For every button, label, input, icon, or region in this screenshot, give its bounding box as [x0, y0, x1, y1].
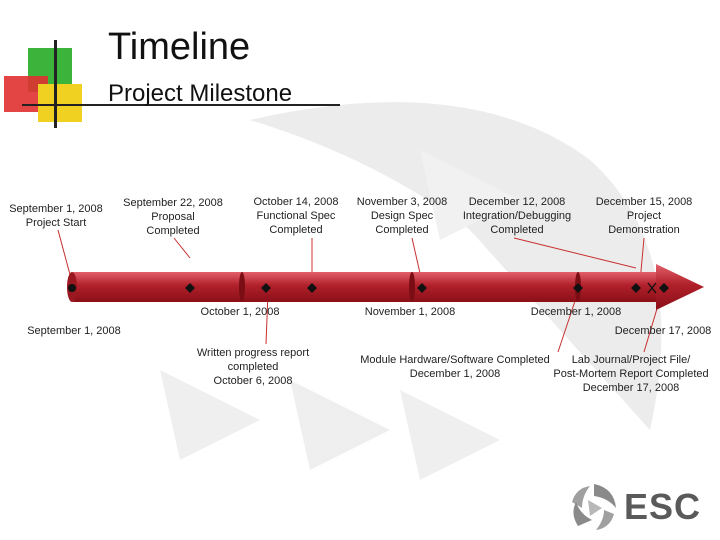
milestone-line-1: Lab Journal/Project File/ — [571, 354, 691, 366]
milestone-demonstration — [592, 195, 696, 237]
milestone-line-1: Written progress report — [196, 347, 310, 359]
milestone-label-2: Completed — [375, 224, 429, 236]
milestone-line-3: October 6, 2008 — [213, 375, 293, 387]
milestone-module — [356, 353, 554, 381]
milestone-label: Project — [626, 210, 662, 222]
axis-date-dec: December 1, 2008 — [530, 306, 622, 318]
milestone-line-2: December 1, 2008 — [409, 368, 501, 380]
milestone-date: September 22, 2008 — [123, 197, 223, 209]
milestone-date: October 14, 2008 — [253, 196, 339, 208]
slide-subtitle: Project Milestone — [108, 80, 293, 107]
connector-integration — [514, 238, 636, 268]
connector-proposal — [174, 238, 190, 258]
milestone-label: Proposal — [151, 211, 195, 223]
month-divider-nov — [409, 272, 415, 302]
axis-date-oct: October 1, 2008 — [200, 306, 280, 318]
month-divider-oct — [239, 272, 245, 302]
milestone-label-2: Completed — [146, 225, 200, 237]
milestone-date: December 15, 2008 — [595, 196, 693, 208]
milestone-label-2: Completed — [269, 224, 323, 236]
milestone-design-spec — [352, 195, 452, 237]
slide-title: Timeline — [108, 26, 251, 68]
milestone-lab-journal — [548, 353, 714, 395]
milestone-line-2: completed — [227, 361, 279, 373]
milestone-label: Integration/Debugging — [462, 210, 572, 222]
esc-logo-icon — [568, 482, 620, 532]
milestone-label: Design Spec — [370, 210, 434, 222]
milestone-written-report — [190, 346, 316, 388]
milestone-proposal — [120, 196, 226, 238]
milestone-project-start — [6, 202, 106, 230]
axis-date-nov: November 1, 2008 — [364, 306, 456, 318]
axis-date-end: December 17, 2008 — [614, 325, 712, 337]
milestone-line-3: December 17, 2008 — [582, 382, 680, 394]
milestone-label-2: Demonstration — [608, 224, 680, 236]
marker-start — [68, 284, 76, 292]
milestone-date: September 1, 2008 — [9, 203, 103, 215]
milestone-integration — [458, 195, 576, 237]
milestone-line-2: Post-Mortem Report Completed — [553, 368, 709, 380]
timeline-bar — [70, 272, 660, 302]
milestone-label: Project Start — [25, 217, 87, 229]
milestone-label: Functional Spec — [256, 210, 336, 222]
esc-logo-text: ESC — [624, 486, 702, 527]
milestone-date: November 3, 2008 — [356, 196, 448, 208]
axis-date-start: September 1, 2008 — [27, 325, 121, 337]
milestone-functional-spec — [246, 195, 346, 237]
milestone-label-2: Completed — [490, 224, 544, 236]
milestone-line-1: Module Hardware/Software Completed — [360, 354, 550, 366]
milestone-date: December 12, 2008 — [468, 196, 566, 208]
